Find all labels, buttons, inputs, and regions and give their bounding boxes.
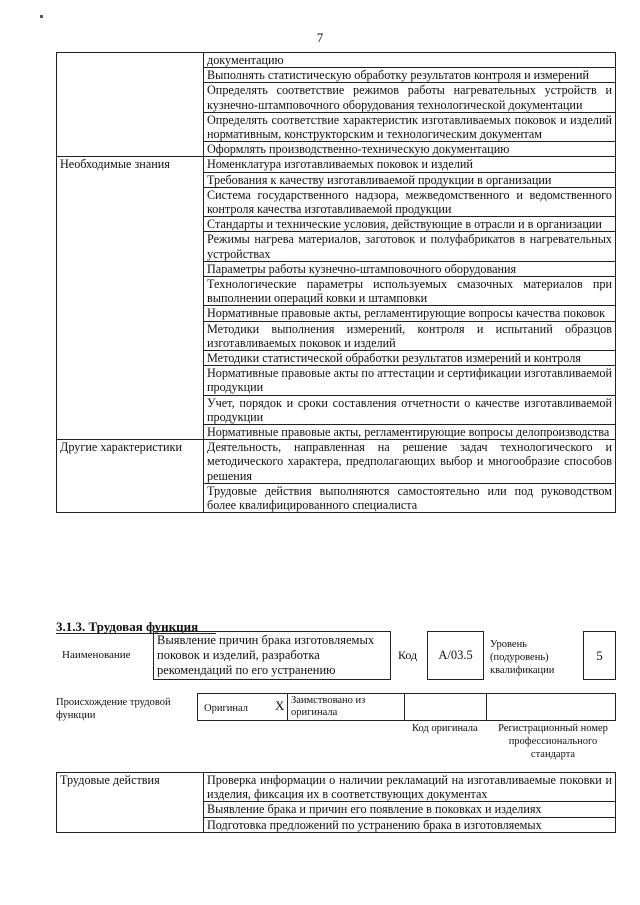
- original-label: Оригинал: [204, 703, 248, 714]
- name-label: Наименование: [62, 649, 131, 661]
- row-text: Система государственного надзора, межведомственного и ведомственного контроля качества изготавливаемой продукции: [204, 187, 616, 216]
- row-text: Методики выполнения измерений, контроля и испытаний образцов изготавливаемых поковок и изделий: [204, 321, 616, 350]
- row-text: Оформлять производственно-техническую документацию: [204, 142, 616, 157]
- row-text: Технологические параметры используемых смазочных материалов при выполнении операций ковки и штамповки: [204, 277, 616, 306]
- row-label: [57, 261, 204, 276]
- code-label: Код: [398, 648, 418, 662]
- row-text: Режимы нагрева материалов, заготовок и полуфабрикатов в нагревательных устройствах: [204, 232, 616, 261]
- original-mark: X: [275, 698, 285, 713]
- table-row: [57, 351, 616, 366]
- row-label: [57, 53, 204, 68]
- labor-action-text: Проверка информации о наличии рекламаций на изготавливаемые поковки и изделия, фиксация их в соответствующих документах: [204, 773, 616, 802]
- row-text: Параметры работы кузнечно-штамповочного оборудования: [204, 261, 616, 276]
- row-label: Другие характеристики: [57, 440, 204, 484]
- table-row: [57, 53, 616, 68]
- table-row: [57, 425, 616, 440]
- origin-label: Происхождение трудовой функции: [56, 697, 171, 721]
- table-row: [57, 366, 616, 395]
- row-label: [57, 321, 204, 350]
- level-label: Уровень (подуровень) квалификации: [490, 639, 555, 676]
- row-text: Методики статистической обработки результатов измерений и контроля: [204, 351, 616, 366]
- row-label: [57, 112, 204, 141]
- row-label: [57, 351, 204, 366]
- table-row: [57, 483, 616, 512]
- scan-mark: [40, 15, 43, 18]
- table-row: [57, 277, 616, 306]
- original-cell: [197, 693, 288, 721]
- row-label: [57, 68, 204, 83]
- row-text: Определять соответствие режимов работы нагревательных устройств и кузнечно-штамповочного оборудования технологической документации: [204, 83, 616, 112]
- table-row: [57, 157, 616, 172]
- code-value-box: A/03.5: [427, 631, 484, 680]
- row-label: [57, 83, 204, 112]
- reg-number-caption: Регистрационный номер профессионального стандарта: [498, 723, 608, 760]
- table-row: [57, 68, 616, 83]
- row-text: Нормативные правовые акты по аттестации и сертификации изготавливаемой продукции: [204, 366, 616, 395]
- requirements-table: [56, 52, 616, 513]
- row-text: Номенклатура изготавливаемых поковок и изделий: [204, 157, 616, 172]
- row-label: [57, 142, 204, 157]
- row-label: [57, 172, 204, 187]
- table-row: [57, 172, 616, 187]
- row-text: Определять соответствие характеристик изготавливаемых поковок и изделий нормативным, конструкторским и технологическим документам: [204, 112, 616, 141]
- row-label: [57, 277, 204, 306]
- table-row: [57, 217, 616, 232]
- page-number: 7: [316, 30, 324, 45]
- original-code-cell: [404, 693, 487, 721]
- original-code-caption: Код оригинала: [412, 723, 478, 734]
- row-label: [57, 232, 204, 261]
- row-label: [57, 483, 204, 512]
- row-text: документацию: [204, 53, 616, 68]
- table-row: [57, 142, 616, 157]
- table-row: [57, 395, 616, 424]
- table-row: [57, 112, 616, 141]
- row-text: Стандарты и технические условия, действующие в отрасли и в организации: [204, 217, 616, 232]
- row-label: Необходимые знания: [57, 157, 204, 172]
- row-text: Деятельность, направленная на решение задач технологического и методического характера, предполагающих выбор и многообразие способов решения: [204, 440, 616, 484]
- table-row: [57, 306, 616, 321]
- row-text: Учет, порядок и сроки составления отчетности о качестве изготавливаемой продукции: [204, 395, 616, 424]
- table-row: [57, 261, 616, 276]
- labor-actions-label: Трудовые действия: [57, 773, 204, 833]
- table-row: [57, 83, 616, 112]
- labor-action-text: Подготовка предложений по устранению брака в изготовляемых: [204, 817, 616, 832]
- borrowed-cell: Заимствовано из оригинала: [287, 693, 405, 721]
- table-row: [57, 773, 616, 802]
- level-value-box: 5: [583, 631, 616, 680]
- row-text: Трудовые действия выполняются самостоятельно или под руководством более квалифицированного специалиста: [204, 483, 616, 512]
- row-label: [57, 425, 204, 440]
- labor-action-text: Выявление брака и причин его появление в поковках и изделиях: [204, 802, 616, 817]
- row-label: [57, 217, 204, 232]
- row-label: [57, 395, 204, 424]
- row-label: [57, 306, 204, 321]
- row-text: Нормативные правовые акты, регламентирующие вопросы качества поковок: [204, 306, 616, 321]
- row-text: Требования к качеству изготавливаемой продукции в организации: [204, 172, 616, 187]
- table-row: [57, 232, 616, 261]
- table-row: [57, 440, 616, 484]
- row-label: [57, 187, 204, 216]
- row-label: [57, 366, 204, 395]
- labor-actions-table: [56, 772, 616, 833]
- table-row: [57, 321, 616, 350]
- function-name-box: Выявление причин брака изготовляемых поковок и изделий, разработка рекомендаций по его устранению: [153, 631, 391, 680]
- row-text: Выполнять статистическую обработку результатов контроля и измерений: [204, 68, 616, 83]
- table-row: [57, 187, 616, 216]
- row-text: Нормативные правовые акты, регламентирующие вопросы делопроизводства: [204, 425, 616, 440]
- reg-number-cell: [486, 693, 616, 721]
- section-title: 3.1.3. Трудовая функция: [56, 619, 199, 634]
